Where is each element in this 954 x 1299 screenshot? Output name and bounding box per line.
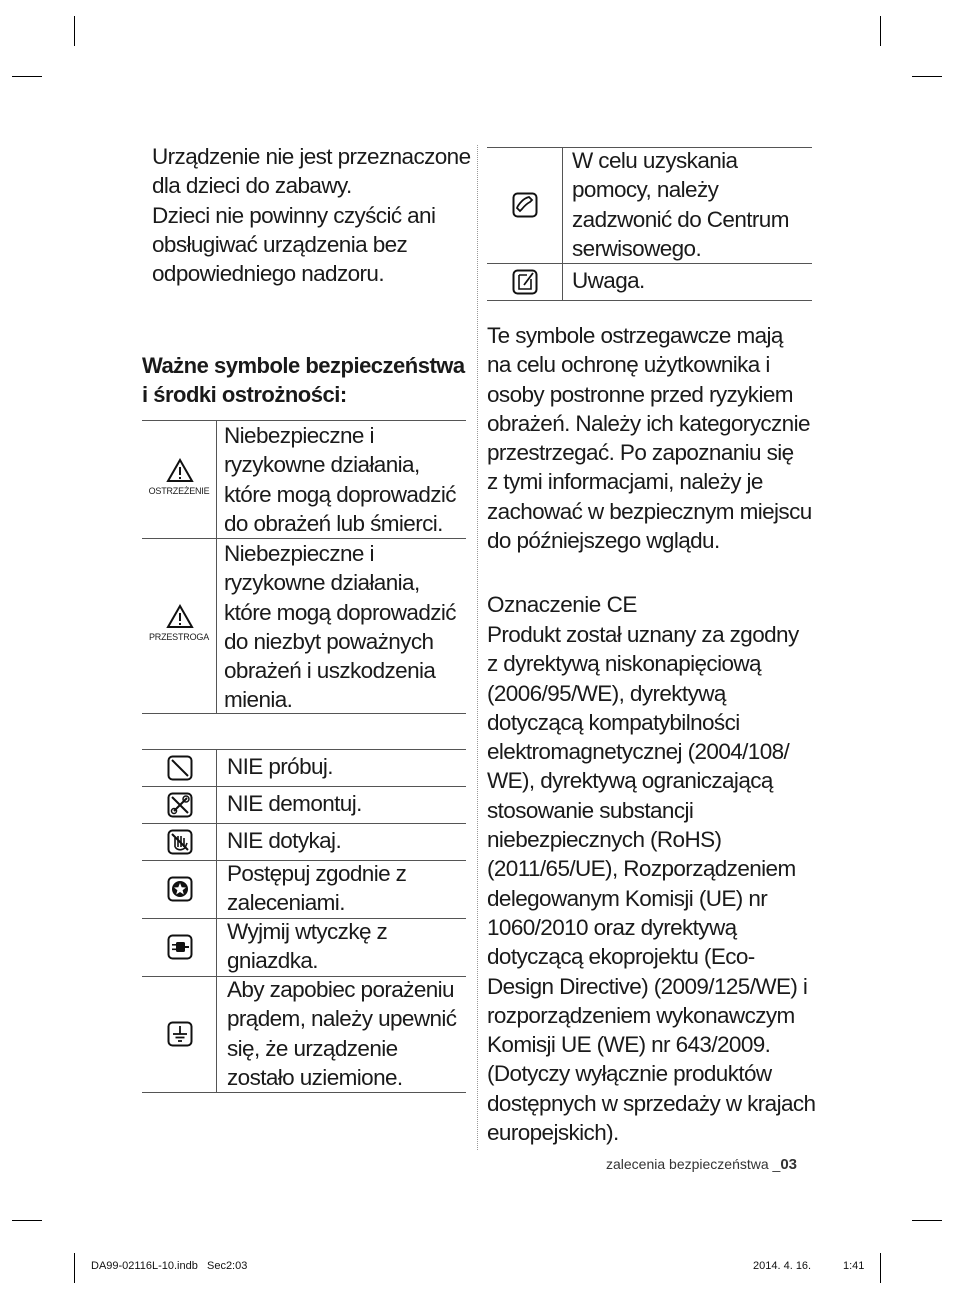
text-line: dostępnych w sprzedaży w krajach <box>487 1090 816 1116</box>
text-line: prądem, należy upewnić <box>227 1006 457 1032</box>
text-line: które mogą doprowadzić <box>224 481 456 507</box>
crop-mark <box>912 76 942 77</box>
table-rule <box>142 749 466 750</box>
caution-triangle-icon <box>166 604 194 629</box>
text-line: do niezbyt poważnych <box>224 628 434 654</box>
table-rule <box>216 749 217 1092</box>
symbol-description <box>227 917 387 976</box>
text-line: Komisji UE (WE) nr 643/2009. <box>487 1032 771 1058</box>
text-line: WE), dyrektywą ograniczającą <box>487 768 773 794</box>
text-line: serwisowego. <box>572 235 702 261</box>
text-line: z dyrektywą niskonapięciową <box>487 651 761 677</box>
section-heading <box>142 351 465 409</box>
text-line: europejskich). <box>487 1120 619 1146</box>
text-line: się, że urządzenie <box>227 1035 398 1061</box>
text-line: do późniejszego wglądu. <box>487 528 720 554</box>
heading-line: i środki ostrożności: <box>142 382 347 407</box>
text-line: Wyjmij wtyczkę z <box>227 919 388 944</box>
text-line: ryzykowne działania, <box>224 570 420 596</box>
symbol-description: NIE demontuj. <box>227 791 362 816</box>
text-line: Postępuj zgodnie z <box>227 861 407 886</box>
text-line: mienia. <box>224 687 293 713</box>
table-rule <box>487 300 812 301</box>
text-line: Produkt został uznany za zgodny <box>487 622 799 647</box>
text-line: obrażeń. Należy ich kategorycznie <box>487 410 810 436</box>
text-line: rozporządzeniem wykonawczym <box>487 1002 795 1028</box>
text-line: Te symbole ostrzegawcze mają <box>487 323 783 348</box>
text-line: obrażeń i uszkodzenia <box>224 658 436 684</box>
text-line: przestrzegać. Po zapoznaniu się <box>487 440 794 466</box>
text-line: Dzieci nie powinny czyścić ani <box>152 202 436 228</box>
crop-mark <box>880 16 881 46</box>
table-rule <box>216 420 217 713</box>
crop-mark <box>12 1220 42 1221</box>
follow-directions-icon <box>167 876 193 902</box>
text-line: zachować w bezpiecznym miejscu <box>487 498 812 524</box>
print-file-info: DA99-02116L-10.indb Sec2:03 <box>91 1260 248 1272</box>
text-line: które mogą doprowadzić <box>224 599 456 625</box>
text-line: dotyczącą kompatybilności <box>487 709 740 735</box>
table-rule <box>562 147 563 300</box>
no-touch-icon <box>167 829 193 855</box>
text-line: obsługiwać urządzenia bez <box>152 231 408 257</box>
text-line: osoby postronne przed ryzykiem <box>487 381 793 407</box>
footer-section: zalecenia bezpieczeństwa _ <box>606 1156 781 1172</box>
text-line: dotyczącą ekoprojektu (Eco- <box>487 944 755 970</box>
column-separator <box>477 145 478 1150</box>
symbol-description: Uwaga. <box>572 268 645 293</box>
text-line: 1060/2010 oraz dyrektywą <box>487 914 737 940</box>
table-rule <box>142 823 466 824</box>
text-line: delegowanym Komisji (UE) nr <box>487 885 768 911</box>
symbol-description: NIE dotykaj. <box>227 828 342 853</box>
text-line: W celu uzyskania <box>572 148 738 173</box>
text-line: zostało uziemione. <box>227 1064 403 1090</box>
note-icon <box>512 269 538 295</box>
ground-icon <box>167 1021 193 1047</box>
warning-label: OSTRZEŻENIE <box>148 486 210 496</box>
heading-line: Ważne symbole bezpieczeństwa <box>142 353 465 378</box>
text-line: dla dzieci do zabawy. <box>152 173 352 199</box>
text-line: Niebezpieczne i <box>224 423 374 448</box>
text-line: Niebezpieczne i <box>224 541 374 566</box>
no-disassemble-icon <box>167 792 193 818</box>
text-line: odpowiedniego nadzoru. <box>152 261 384 287</box>
caution-description <box>224 539 456 715</box>
symbol-description <box>227 975 456 1092</box>
page-number: 03 <box>780 1156 798 1173</box>
text-line: niebezpiecznych (RoHS) <box>487 827 722 853</box>
print-date: 2014. 4. 16. <box>753 1260 812 1272</box>
ce-heading: Oznaczenie CE <box>487 592 637 617</box>
phone-icon <box>512 192 538 218</box>
crop-mark <box>12 76 42 77</box>
table-rule <box>142 786 466 787</box>
text-line: do obrażeń lub śmierci. <box>224 510 443 536</box>
text-line: z tymi informacjami, należy je <box>487 469 763 495</box>
text-line: Urządzenie nie jest przeznaczone <box>152 144 471 169</box>
text-line: na celu ochronę użytkownika i <box>487 352 770 378</box>
ce-paragraph <box>487 620 815 1147</box>
intro-text <box>152 142 471 288</box>
text-line: zadzwonić do Centrum <box>572 206 789 232</box>
text-line: (Dotyczy wyłącznie produktów <box>487 1061 772 1087</box>
no-attempt-icon <box>167 755 193 781</box>
print-time: 1:41 <box>843 1260 865 1272</box>
text-line: (2011/65/UE), Rozporządzeniem <box>487 856 796 882</box>
text-line: gniazdka. <box>227 948 318 974</box>
text-line: elektromagnetycznej (2004/108/ <box>487 739 790 765</box>
crop-mark <box>880 1253 881 1283</box>
symbol-description <box>572 146 789 263</box>
text-line: Aby zapobiec porażeniu <box>227 977 454 1002</box>
text-line: stosowanie substancji <box>487 797 694 823</box>
text-line: (2006/95/WE), dyrektywą <box>487 680 726 706</box>
caution-label: PRZESTROGA <box>148 632 209 642</box>
text-line: zaleceniami. <box>227 890 345 916</box>
unplug-icon <box>167 934 193 960</box>
crop-mark <box>74 16 75 46</box>
warning-description <box>224 421 456 538</box>
text-line: pomocy, należy <box>572 177 719 203</box>
text-line: Design Directive) (2009/125/WE) i <box>487 973 808 999</box>
crop-mark <box>74 1253 75 1283</box>
symbol-description: NIE próbuj. <box>227 754 333 779</box>
warning-triangle-icon <box>166 458 194 483</box>
crop-mark <box>912 1220 942 1221</box>
text-line: ryzykowne działania, <box>224 452 420 478</box>
page-footer <box>606 1156 797 1173</box>
symbols-paragraph <box>487 321 812 555</box>
symbol-description <box>227 859 406 918</box>
